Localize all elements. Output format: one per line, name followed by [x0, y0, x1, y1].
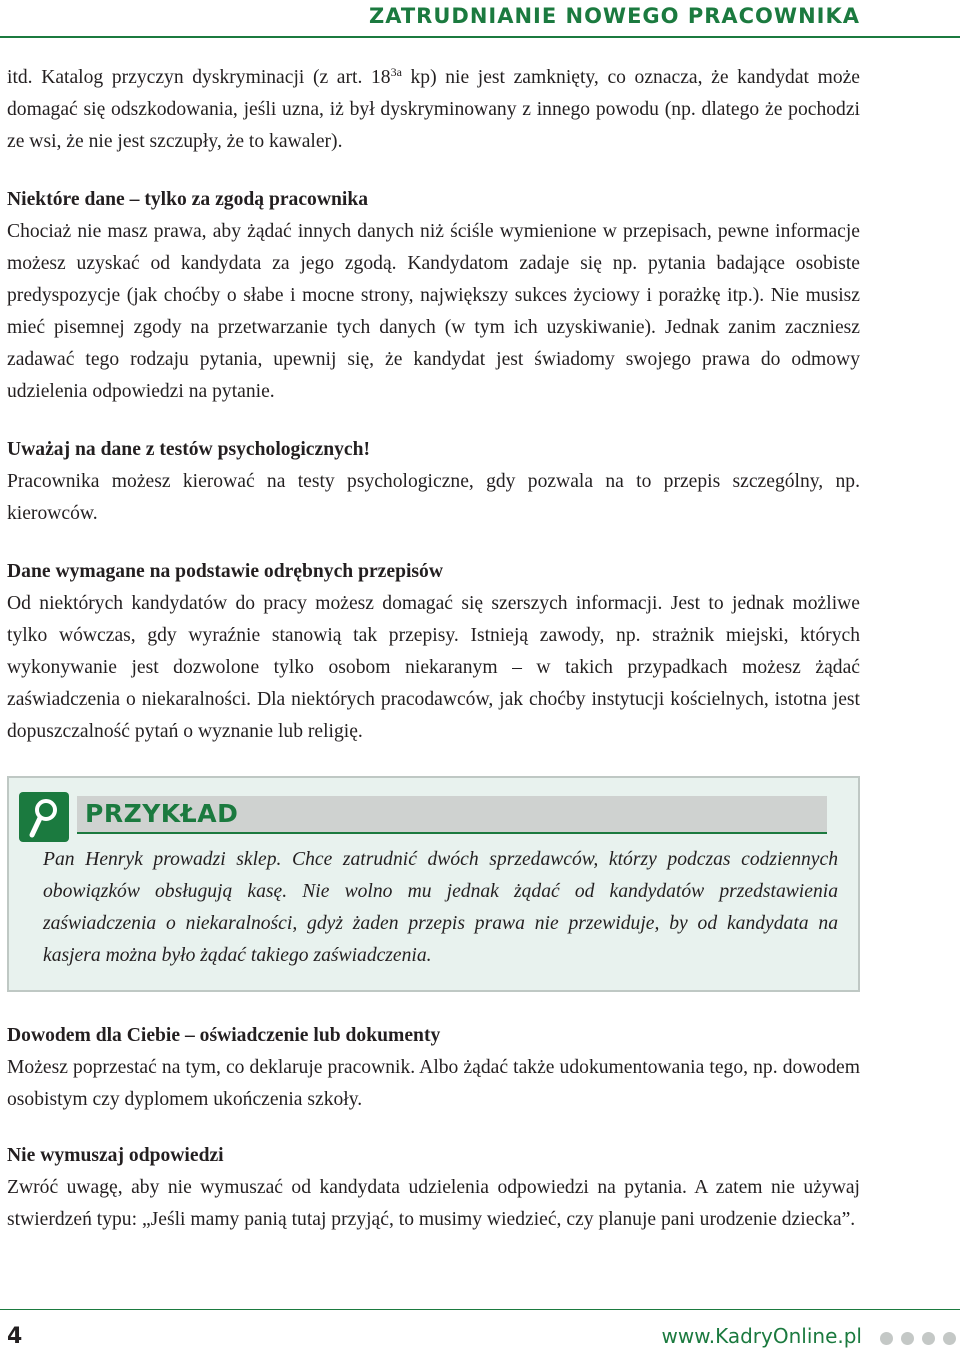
section-body-no-forcing: Zwróć uwagę, aby nie wymuszać od kandydata udzielenia odpowiedzi na pytania. A zatem nie używaj stwierdzeń typu: „Jeśli mamy panią tutaj przyjąć, to musimy wiedzieć, czy planuje pani urodzenie dziecka”. [7, 1177, 860, 1230]
article-superscript: 3a [390, 65, 402, 79]
section-body-separate-regulations: Od niektórych kandydatów do pracy możesz domagać się szerszych informacji. Jest to jednak możliwe tylko wówczas, gdy wyraźnie stanowią tak przepisy. Istnieją zawody, np. strażnik miejski, których wykonywanie jest dozwolone tylko osobom niekaranym – w takich przypadkach możesz żądać zaświadczenia o niekaralności. Dla niektórych pracodawców, jak choćby instytucji kościelnych, istotna jest dopuszczalność pytań o wyznanie lub religię. [7, 593, 860, 742]
footer-rule [0, 1309, 960, 1310]
section-heading-no-forcing: Nie wymuszaj odpowiedzi [7, 1145, 224, 1166]
dot [901, 1332, 914, 1345]
header-rule [0, 36, 960, 38]
magnifier-icon [19, 792, 69, 842]
example-text: Pan Henryk prowadzi sklep. Chce zatrudnić dwóch sprzedawców, którzy podczas codziennych obowiązków obsługują kasę. Nie wolno mu jednak żądać od kandydatów przedstawienia zaświadczenia o niekaralności, gdyż żaden przepis prawa nie przewiduje, by od kandydata na kasjera można było żądać takiego zaświadczenia. [43, 849, 838, 966]
decorative-dots [872, 1332, 956, 1350]
dot [943, 1332, 956, 1345]
intro-text-end: kp) nie jest zamknięty, co oznacza, że kandydat może domagać się odszkodowania, jeśli uzna, iż był dyskryminowany z innego powodu (np. dlatego że pochodzi ze wsi, że nie jest szczupły, że to kawaler). [7, 67, 861, 152]
intro-paragraph [7, 62, 860, 158]
dot [880, 1332, 893, 1345]
section-body-psych-tests: Pracownika możesz kierować na testy psychologiczne, gdy pozwala na to przepis szczególny, np. kierowców. [7, 471, 860, 524]
section-heading-psych-tests: Uważaj na dane z testów psychologicznych! [7, 439, 371, 460]
section-heading-proof: Dowodem dla Ciebie – oświadczenie lub dokumenty [7, 1025, 441, 1046]
page-content [7, 62, 860, 1236]
page-number: 4 [7, 1324, 23, 1349]
example-title: PRZYKŁAD [85, 799, 239, 828]
section-body-consent: Chociaż nie masz prawa, aby żądać innych danych niż ściśle wymienione w przepisach, pewne informacje możesz uzyskać od kandydata za jego zgodą. Kandydatom zadaje się np. pytania badające osobiste predyspozycje (jak choćby o słabe i mocne strony, największy sukces życiowy i porażkę itp.). Nie musisz mieć pisemnej zgody na przetwarzanie tych danych (w tym ich uzyskiwanie). Jednak zanim zaczniesz zadawać tego rodzaju pytania, upewnij się, że kandydat jest świadomy swojego prawa do odmowy udzielenia odpowiedzi na pytanie. [7, 221, 860, 402]
dot [922, 1332, 935, 1345]
page-footer [0, 1300, 960, 1355]
intro-text-start: itd. Katalog przyczyn dyskryminacji (z art. 18 [7, 67, 391, 88]
site-url: www.KadryOnline.pl [661, 1324, 862, 1348]
section-heading-separate-regulations: Dane wymagane na podstawie odrębnych przepisów [7, 561, 443, 582]
running-header [0, 0, 960, 40]
example-header [19, 792, 838, 844]
running-header-title: ZATRUDNIANIE NOWEGO PRACOWNIKA [368, 4, 860, 28]
section-body-proof: Możesz poprzestać na tym, co deklaruje pracownik. Albo żądać także udokumentowania tego, np. dowodem osobistym czy dyplomem ukończenia szkoły. [7, 1057, 860, 1110]
example-box [7, 776, 860, 992]
section-heading-consent: Niektóre dane – tylko za zgodą pracownika [7, 189, 369, 210]
